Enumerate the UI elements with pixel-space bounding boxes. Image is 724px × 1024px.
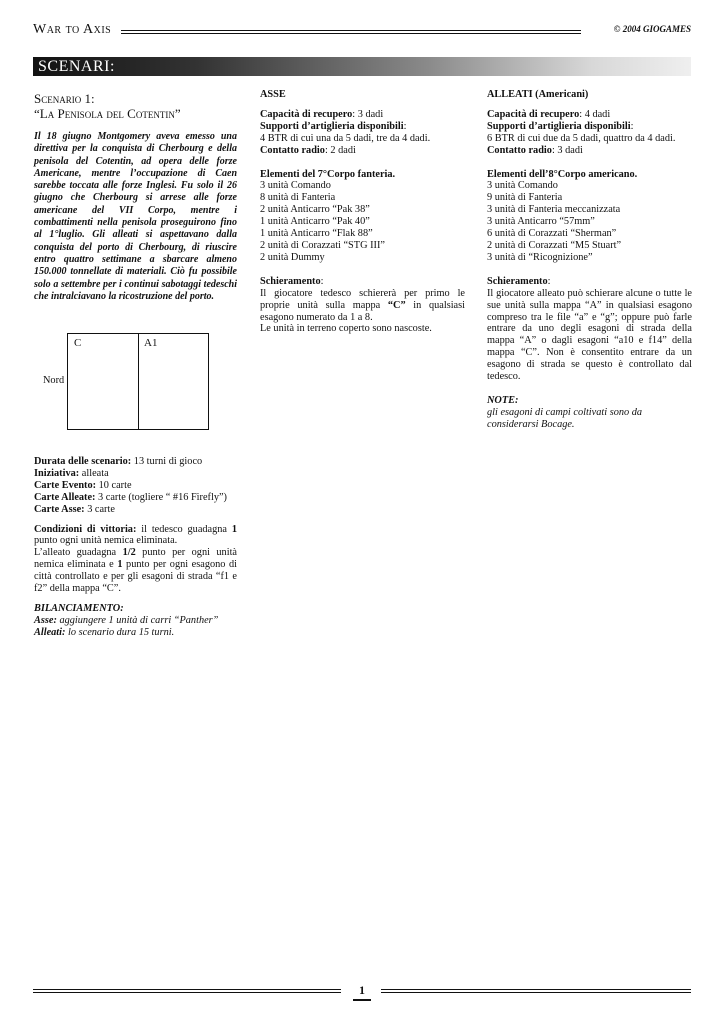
axis-units-heading: Elementi del 7°Corpo fanteria. [260,168,396,180]
axis-deploy-text-2: in qualsiasi esagono numerato da 1 a 8. [260,299,465,323]
unit-list-item: 1 unità Anticarro “Pak 40” [260,216,370,228]
map-cell-a1-label: A1 [144,337,158,349]
duration-label: Durata delle scenario: [34,456,132,467]
victory-text-1: il tedesco guadagna [136,523,232,535]
scenario-title-line1: Scenario 1: [34,91,95,106]
allies-recovery [487,109,692,121]
unit-list-item: 1 unità Anticarro “Flak 88” [260,228,373,240]
unit-list-item: 3 unità Comando [260,180,331,192]
axis-deploy-map: “C” [387,299,406,311]
allies-deploy-label: Schieramento [487,275,548,287]
axis-deploy-text [260,288,465,324]
balance-allies [34,627,237,639]
axis-units-list [260,180,465,263]
unit-list-item: 2 unità di Corazzati “STG III” [260,239,385,251]
section-banner-label: SCENARI: [38,58,115,75]
event-cards-line [34,480,237,492]
allies-deploy-heading [487,276,692,288]
allies-recovery-value: : 4 dadi [579,108,611,120]
initiative-value: alleata [79,467,109,479]
victory-points-3: 1 [117,559,123,571]
victory-text-5: punto per ogni esagono di città controllato e per gli esagoni di strada “f1 e f2” della mappa “C”. [34,559,237,595]
victory-text-4: punto per ogni unità nemica eliminata e [34,547,237,571]
footer-rule-right [381,989,691,993]
balance-axis-text: aggiungere 1 unità di carri “Panther” [56,614,219,626]
axis-cards-value: 3 carte [84,503,115,515]
map-layout-diagram [67,333,209,430]
balance-axis-label: Asse: [34,614,57,626]
north-label: Nord [43,375,65,386]
allies-heading: ALLEATI (Americani) [487,89,589,100]
allies-radio-value: : 3 dadi [551,144,583,156]
axis-cards-line [34,504,237,516]
axis-recovery [260,109,465,121]
axis-heading: ASSE [260,89,286,100]
scenario-intro: Il 18 giugno Montgomery aveva emesso una direttiva per la conquista di Cherbourg e della penisola del Cotentin, ad opera delle forze Americane, mentre l’occupazione di Caen sarebbe toccata alle forze Inglesi. Fu solo il 26 giugno che Cherbourg si arrese alle forze americane del VII Corpo, mentre i combattimenti nella penisola proseguirono fino al 1°luglio. Gli alleati si aspettavano dalla conquista del porto di Cherbourg, di riuscire entro quattro settimane a sbarcare almeno 150.000 tonnellate di materiali. Ciò fu possibile solo a settembre per i continui sabotaggi tedeschi che intralciavano la ricostruzione del porto. [34,131,237,302]
balance-allies-text: lo scenario dura 15 turni. [65,626,175,638]
header-title: War to Axis [33,22,112,37]
axis-deploy-colon: : [320,275,324,287]
unit-list-item: 9 unità di Fanteria [487,192,563,204]
page-header [33,22,691,42]
allies-units-heading: Elementi dell’8°Corpo americano. [487,168,638,180]
unit-list-item: 3 unità Anticarro “57mm” [487,216,595,228]
allies-artillery-colon: : [630,120,634,132]
victory-conditions [34,524,237,548]
balance-heading: BILANCIAMENTO: [34,602,124,614]
allies-radio-label: Contatto radio [487,144,552,156]
allies-deploy-text: Il giocatore alleato può schierare alcune o tutte le sue unità sulla mappa “A” in qualsiasi esagono compreso tra le file “a” e “g”; oppure può farle entrare da uno degli esagoni di strada della mappa “A” o dagli esagoni “a10 e f14” della mappa “C”. Non è consentito entrare da un esagono di strada se questo è controllato dal tedesco. [487,287,692,383]
scenario-details [34,456,237,639]
footer-rule-left [33,989,341,993]
victory-allied [34,547,237,595]
allies-radio [487,145,692,157]
axis-deploy-text-1: Il giocatore tedesco schiererà per primo le proprie unità sulla mappa [260,287,465,311]
unit-list-item: 8 unità di Fanteria [260,192,336,204]
axis-deploy-text-3: Le unità in terreno coperto sono nascoste. [260,323,432,335]
victory-label: Condizioni di vittoria: [34,523,137,535]
victory-points-1: 1 [231,523,237,535]
initiative-line [34,468,237,480]
allied-cards-line [34,492,237,504]
axis-artillery-colon: : [403,120,407,132]
allies-deploy-colon: : [547,275,551,287]
axis-column [260,89,465,335]
allies-column [487,89,692,431]
unit-list-item: 2 unità Dummy [260,251,325,263]
section-banner [33,57,691,76]
duration-value: 13 turni di gioco [131,456,203,467]
allies-artillery-value: 6 BTR di cui due da 5 dadi, quattro da 4 dadi. [487,132,676,144]
axis-recovery-label: Capacità di recupero [260,108,353,120]
scenario-title-line2: “La Penisola del Cotentin” [34,106,181,121]
axis-recovery-value: : 3 dadi [352,108,384,120]
unit-list-item: 3 unità di Fanteria meccanizzata [487,204,621,216]
initiative-label: Iniziativa: [34,467,80,479]
axis-deploy-heading [260,276,465,288]
unit-list-item: 2 unità di Corazzati “M5 Stuart” [487,239,622,251]
map-divider [138,334,139,429]
event-cards-label: Carte Evento: [34,479,97,491]
unit-list-item: 3 unità di “Ricognizione” [487,251,593,263]
page-number: 1 [353,983,371,1001]
axis-radio-label: Contatto radio [260,144,325,156]
page-footer [33,983,691,1003]
axis-radio [260,145,465,157]
axis-deploy-label: Schieramento [260,275,321,287]
unit-list-item: 2 unità Anticarro “Pak 38” [260,204,370,216]
allies-note-heading: NOTE: [487,394,519,406]
axis-artillery-value: 4 BTR di cui una da 5 dadi, tre da 4 dadi. [260,132,431,144]
allies-units-list [487,180,692,263]
event-cards-value: 10 carte [96,479,132,491]
header-copyright: © 2004 GIOGAMES [613,24,691,34]
unit-list-item: 3 unità Comando [487,180,558,192]
victory-points-2: 1/2 [122,547,136,559]
unit-list-item: 6 unità di Corazzati “Sherman” [487,228,617,240]
allies-artillery-label: Supporti d’artiglieria disponibili [487,120,631,132]
balance-axis [34,615,237,627]
map-cell-c-label: C [74,337,82,349]
header-rule [121,30,581,34]
allies-note-text: gli esagoni di campi coltivati sono da considerarsi Bocage. [487,406,643,430]
axis-artillery-label: Supporti d’artiglieria disponibili [260,120,404,132]
axis-cards-label: Carte Asse: [34,503,85,515]
axis-radio-value: : 2 dadi [324,144,356,156]
allied-cards-label: Carte Alleate: [34,491,96,503]
allied-cards-value: 3 carte (togliere “ #16 Firefly”) [95,491,227,503]
balance-allies-label: Alleati: [34,626,66,638]
axis-artillery [260,121,465,133]
victory-text-3: L’alleato guadagna [34,547,123,559]
allies-artillery [487,121,692,133]
victory-text-2: punto ogni unità nemica eliminata. [34,535,178,547]
allies-recovery-label: Capacità di recupero [487,108,580,120]
scenario-column [34,91,237,303]
duration-line [34,456,237,468]
